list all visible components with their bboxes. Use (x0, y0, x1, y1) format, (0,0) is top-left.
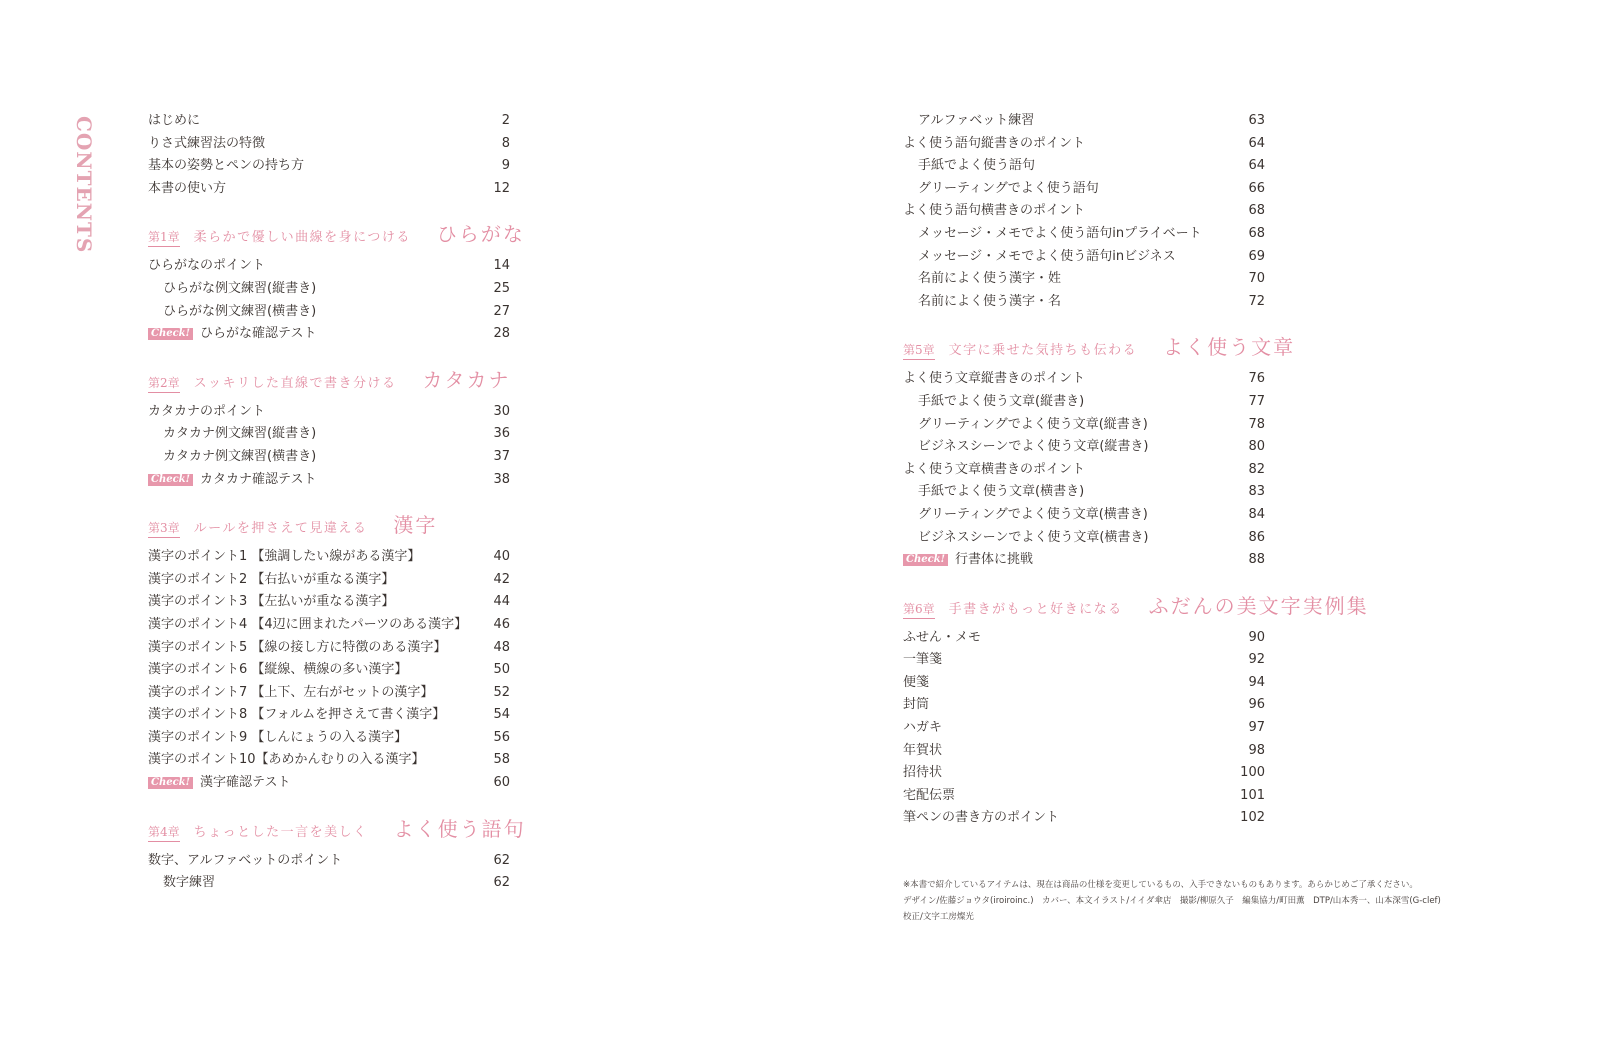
toc-entry-title: ひらがな例文練習(横書き) (163, 303, 317, 319)
toc-page-number: 82 (1248, 461, 1265, 477)
toc-entry[interactable] (148, 469, 516, 492)
toc-entry[interactable] (148, 727, 516, 750)
toc-entry-title-group (903, 717, 942, 740)
toc-entry-title: 漢字のポイント10【あめかんむりの入る漢字】 (148, 752, 425, 768)
toc-entry-title: 宅配伝票 (903, 787, 956, 803)
toc-entry[interactable] (903, 672, 1271, 695)
toc-page-number: 42 (493, 571, 510, 587)
toc-entry[interactable] (148, 255, 516, 278)
toc-entry[interactable] (148, 178, 516, 201)
toc-entry[interactable] (148, 772, 516, 795)
toc-entry[interactable] (148, 659, 516, 682)
toc-entry[interactable] (903, 291, 1271, 314)
toc-entry-title-group (148, 749, 425, 772)
toc-entry[interactable] (903, 717, 1271, 740)
toc-entry-title-group (903, 155, 1035, 178)
chapter-title: 漢字 (393, 513, 438, 538)
toc-entry-title-group (903, 459, 1085, 482)
toc-entry-title: カタカナ例文練習(横書き) (163, 448, 317, 464)
toc-entry-title-group (903, 200, 1085, 223)
toc-entry[interactable] (903, 740, 1271, 763)
toc-page-number: 56 (493, 729, 510, 745)
toc-entry[interactable] (903, 762, 1271, 785)
toc-page-number: 44 (493, 594, 510, 610)
chapter-title: ふだんの美文字実例集 (1148, 593, 1369, 618)
toc-page-number: 100 (1240, 765, 1265, 781)
toc-entry[interactable] (903, 694, 1271, 717)
toc-entry-title-group (903, 178, 1099, 201)
toc-entry-title: 漢字確認テスト (200, 775, 291, 791)
disclaimer: ※本書で紹介しているアイテムは、現在は商品の仕様を変更しているもの、入手できないものもあります。あらかじめご了承ください。 (903, 880, 1418, 890)
notes-block (903, 877, 1441, 925)
toc-entry[interactable] (903, 110, 1271, 133)
chapter-subtitle: 柔らかで優しい曲線を身につける (193, 230, 411, 246)
toc-page-number: 12 (493, 180, 510, 196)
toc-entry-title: 数字、アルファベットのポイント (148, 852, 343, 868)
chapter-subtitle: 手書きがもっと好きになる (948, 601, 1123, 617)
chapter-number: 第5章 (903, 341, 935, 360)
toc-entry[interactable] (903, 504, 1271, 527)
toc-entry-title: はじめに (148, 113, 201, 128)
toc-entry-title-group (903, 740, 942, 763)
toc-page-number: 68 (1248, 203, 1265, 219)
toc-entry-title: 漢字のポイント5 【線の接し方に特徴のある漢字】 (148, 639, 447, 655)
toc-entry-title-group (148, 850, 342, 873)
toc-entry-title-group (148, 872, 215, 895)
toc-page-number: 9 (501, 158, 510, 174)
toc-page-number: 50 (493, 662, 510, 678)
toc-entry[interactable] (148, 446, 516, 469)
toc-entry-title: カタカナのポイント (148, 403, 266, 419)
toc-entry-title: アルファベット練習 (918, 113, 1035, 128)
toc-entry-title-group (903, 368, 1085, 391)
contents-label: CONTENTS (72, 116, 96, 254)
toc-entry-title-group (903, 549, 1033, 572)
toc-entry[interactable] (148, 423, 516, 446)
toc-page-number: 30 (493, 403, 510, 419)
toc-entry-title-group (903, 672, 929, 695)
toc-entry-title-group (903, 391, 1084, 414)
toc-page-number: 54 (493, 707, 510, 723)
toc-entry[interactable] (148, 682, 516, 705)
chapter-number: 第3章 (148, 519, 180, 538)
toc-entry[interactable] (903, 785, 1271, 808)
toc-entry-title-group (148, 659, 407, 682)
toc-entry-title: 名前によく使う漢字・名 (918, 293, 1062, 309)
chapter-subtitle: スッキリした直線で書き分ける (193, 375, 397, 391)
toc-entry-title-group (903, 649, 942, 672)
toc-entry-title-group (148, 682, 433, 705)
toc-entry-title: 手紙でよく使う文章(縦書き) (918, 393, 1085, 409)
toc-entry[interactable] (903, 549, 1271, 572)
toc-page-number: 96 (1248, 697, 1265, 713)
toc-page-number: 98 (1248, 742, 1265, 758)
toc-entry[interactable] (903, 155, 1271, 178)
toc-entry[interactable] (148, 591, 516, 614)
toc-entry-title: 漢字のポイント2 【右払いが重なる漢字】 (148, 571, 395, 587)
toc-entry-title: 手紙でよく使う語句 (918, 158, 1036, 174)
toc-entry[interactable] (903, 246, 1271, 269)
toc-entry[interactable] (148, 704, 516, 727)
toc-entry-title-group (903, 504, 1148, 527)
toc-page-number: 78 (1248, 416, 1265, 432)
toc-page-number: 76 (1248, 371, 1265, 387)
toc-page-number: 102 (1240, 810, 1265, 826)
check-badge: Check! (903, 554, 948, 566)
check-badge: Check! (148, 474, 193, 486)
toc-entry-title: 一筆箋 (903, 652, 943, 668)
toc-entry[interactable] (903, 481, 1271, 504)
toc-entry[interactable] (148, 872, 516, 895)
toc-entry-title: 漢字のポイント6 【縦線、横線の多い漢字】 (148, 662, 408, 678)
chapter-heading[interactable] (903, 331, 1296, 360)
toc-entry-title: ひらがな確認テスト (200, 326, 317, 342)
toc-entry-title-group (148, 423, 316, 446)
toc-page-number: 64 (1248, 135, 1265, 151)
chapter-title: カタカナ (422, 367, 511, 392)
toc-page-number: 48 (493, 639, 510, 655)
toc-right-column (903, 110, 1369, 830)
toc-page-number: 88 (1248, 552, 1265, 568)
toc-entry-title: 年賀状 (903, 742, 943, 758)
toc-entry-title: よく使う語句横書きのポイント (903, 203, 1086, 219)
toc-entry[interactable] (903, 627, 1271, 650)
toc-entry-title-group (903, 762, 942, 785)
toc-entry-title: 基本の姿勢とペンの持ち方 (148, 158, 305, 174)
toc-entry-title-group (148, 178, 226, 201)
toc-entry-title: ひらがな例文練習(縦書き) (163, 280, 317, 296)
toc-entry[interactable] (903, 200, 1271, 223)
toc-entry-title: グリーティングでよく使う文章(縦書き) (918, 416, 1148, 432)
toc-entry-title-group (148, 255, 265, 278)
toc-page-number: 68 (1248, 225, 1265, 241)
toc-page-number: 86 (1248, 529, 1265, 545)
chapter-heading[interactable] (148, 813, 526, 842)
toc-entry[interactable] (148, 569, 516, 592)
toc-page-number: 46 (493, 616, 510, 632)
toc-page-number: 40 (493, 549, 510, 565)
toc-entry-title-group (148, 323, 316, 346)
toc-entry-title: 手紙でよく使う文章(横書き) (918, 484, 1085, 500)
chapter-heading[interactable] (148, 509, 516, 538)
toc-entry[interactable] (903, 436, 1271, 459)
toc-entry[interactable] (903, 223, 1271, 246)
toc-entry[interactable] (148, 278, 516, 301)
toc-entry-title-group (148, 133, 265, 156)
toc-entry-title: グリーティングでよく使う語句 (918, 180, 1099, 196)
toc-page-number: 80 (1248, 439, 1265, 455)
toc-page-number: 25 (493, 280, 510, 296)
toc-entry-title-group (903, 291, 1061, 314)
toc-entry-title-group (148, 772, 290, 795)
toc-entry-title-group (903, 246, 1176, 269)
toc-entry-title: メッセージ・メモでよく使う語句inビジネス (918, 248, 1176, 264)
toc-entry-title-group (903, 223, 1202, 246)
chapter-title: よく使う語句 (393, 816, 526, 841)
right-page (800, 0, 1600, 1042)
toc-entry-title-group (148, 155, 304, 178)
toc-entry-title-group (148, 446, 316, 469)
toc-entry-title-group (903, 133, 1085, 156)
toc-entry-title: ビジネスシーンでよく使う文章(横書き) (918, 529, 1149, 545)
toc-entry-title: よく使う文章横書きのポイント (903, 461, 1086, 477)
toc-entry-title: 便箋 (903, 674, 930, 690)
toc-page-number: 101 (1240, 787, 1265, 803)
toc-entry-title: 漢字のポイント1 【強調したい線がある漢字】 (148, 549, 421, 565)
toc-page-number: 38 (493, 471, 510, 487)
chapter-number: 第4章 (148, 823, 180, 842)
toc-entry-title: 漢字のポイント7 【上下、左右がセットの漢字】 (148, 684, 434, 700)
toc-entry-title: 行書体に挑戦 (955, 552, 1034, 568)
toc-entry[interactable] (903, 527, 1271, 550)
toc-entry-title-group (148, 469, 316, 492)
toc-entry[interactable] (903, 133, 1271, 156)
chapter-title: ひらがな (436, 222, 525, 247)
toc-entry-title-group (148, 637, 446, 660)
toc-page-number: 36 (493, 426, 510, 442)
toc-entry[interactable] (903, 268, 1271, 291)
toc-entry[interactable] (148, 749, 516, 772)
toc-entry[interactable] (148, 614, 516, 637)
toc-page-number: 52 (493, 684, 510, 700)
toc-entry-title: ハガキ (903, 720, 943, 736)
toc-page-number: 37 (493, 448, 510, 464)
toc-entry-title: ふせん・メモ (903, 629, 982, 645)
toc-page-number: 72 (1248, 293, 1265, 309)
toc-entry[interactable] (148, 850, 516, 873)
chapter-number: 第6章 (903, 600, 935, 619)
toc-entry-title-group (903, 436, 1149, 459)
toc-page-number: 83 (1248, 484, 1265, 500)
toc-entry-title-group (148, 704, 445, 727)
toc-entry-title: カタカナ確認テスト (200, 471, 317, 487)
chapter-subtitle: ルールを押さえて見違える (193, 521, 368, 537)
toc-page-number: 84 (1248, 506, 1265, 522)
toc-entry-title-group (148, 278, 316, 301)
toc-entry-title-group (148, 591, 394, 614)
toc-page-number: 27 (493, 303, 510, 319)
toc-entry[interactable] (148, 401, 516, 424)
toc-entry-title-group (148, 110, 200, 133)
toc-entry[interactable] (148, 637, 516, 660)
chapter-title: よく使う文章 (1163, 335, 1296, 360)
toc-entry[interactable] (148, 323, 516, 346)
toc-entry-title: 漢字のポイント8 【フォルムを押さえて書く漢字】 (148, 707, 446, 723)
toc-entry-title: 本書の使い方 (148, 180, 227, 196)
credits-line: デザイン/佐藤ジョウタ(iroiroinc.) カバー、本文イラスト/イイダ傘店 撮影/柳原久子 編集協力/町田薫 DTP/山本秀一、山本深雪(G-clef) (903, 896, 1441, 906)
toc-entry-title-group (148, 569, 394, 592)
toc-page-number: 58 (493, 752, 510, 768)
toc-entry-title-group (148, 401, 265, 424)
toc-page-number: 64 (1248, 158, 1265, 174)
toc-page-number: 69 (1248, 248, 1265, 264)
toc-entry-title-group (903, 694, 929, 717)
toc-entry-title-group (903, 110, 1034, 133)
toc-page-number: 14 (493, 258, 510, 274)
chapter-subtitle: ちょっとした一言を美しく (193, 824, 368, 840)
credits-line: 校正/文字工房燦光 (903, 912, 974, 922)
toc-entry[interactable] (148, 546, 516, 569)
toc-entry-title-group (903, 785, 955, 808)
chapter-heading[interactable] (148, 364, 516, 393)
toc-entry-title-group (903, 481, 1084, 504)
toc-entry-title: 筆ペンの書き方のポイント (903, 810, 1060, 826)
toc-entry-title: よく使う語句縦書きのポイント (903, 135, 1086, 151)
toc-page-number: 63 (1248, 113, 1265, 128)
toc-page-number: 28 (493, 326, 510, 342)
toc-entry-title: よく使う文章縦書きのポイント (903, 371, 1086, 387)
toc-entry[interactable] (903, 414, 1271, 437)
toc-entry-title: ビジネスシーンでよく使う文章(縦書き) (918, 439, 1149, 455)
toc-entry-title: 名前によく使う漢字・姓 (918, 271, 1062, 287)
chapter-subtitle: 文字に乗せた気持ちも伝わる (948, 343, 1138, 359)
chapter-heading[interactable] (148, 218, 525, 247)
check-badge: Check! (148, 328, 193, 340)
toc-entry[interactable] (148, 155, 516, 178)
chapter-number: 第2章 (148, 374, 180, 393)
toc-entry-title: グリーティングでよく使う文章(横書き) (918, 506, 1148, 522)
toc-page-number: 2 (501, 113, 510, 128)
toc-entry[interactable] (148, 301, 516, 324)
toc-page-number: 90 (1248, 629, 1265, 645)
toc-entry-title-group (903, 627, 981, 650)
toc-entry-title-group (903, 414, 1148, 437)
toc-page-number: 70 (1248, 271, 1265, 287)
toc-page-number: 77 (1248, 393, 1265, 409)
toc-entry-title: カタカナ例文練習(縦書き) (163, 426, 317, 442)
toc-page-number: 8 (501, 135, 510, 151)
toc-entry[interactable] (903, 391, 1271, 414)
toc-entry[interactable] (903, 649, 1271, 672)
toc-entry-title-group (903, 807, 1059, 830)
toc-page-number: 94 (1248, 674, 1265, 690)
toc-entry-title: 封筒 (903, 697, 930, 713)
toc-entry-title-group (148, 301, 316, 324)
toc-entry-title-group (903, 527, 1149, 550)
toc-entry-title-group (148, 614, 467, 637)
toc-entry-title: メッセージ・メモでよく使う語句inプライベート (918, 225, 1202, 241)
toc-entry-title: 漢字のポイント9 【しんにょうの入る漢字】 (148, 729, 408, 745)
toc-page-number: 62 (493, 852, 510, 868)
toc-page-number: 97 (1248, 720, 1265, 736)
check-badge: Check! (148, 777, 193, 789)
toc-entry[interactable] (903, 459, 1271, 482)
toc-entry-title: 数字練習 (163, 875, 216, 891)
toc-left-column (148, 110, 526, 895)
toc-entry-title-group (903, 268, 1061, 291)
toc-entry[interactable] (148, 133, 516, 156)
toc-page-number: 66 (1248, 180, 1265, 196)
chapter-heading[interactable] (903, 590, 1369, 619)
toc-page-number: 92 (1248, 652, 1265, 668)
toc-entry-title: 漢字のポイント4 【4辺に囲まれたパーツのある漢字】 (148, 616, 468, 632)
toc-entry-title: ひらがなのポイント (148, 258, 266, 274)
toc-entry[interactable] (903, 178, 1271, 201)
toc-entry-title: 漢字のポイント3 【左払いが重なる漢字】 (148, 594, 395, 610)
chapter-number: 第1章 (148, 228, 180, 247)
toc-entry[interactable] (903, 368, 1271, 391)
toc-entry[interactable] (148, 110, 516, 133)
toc-entry[interactable] (903, 807, 1271, 830)
toc-entry-title-group (148, 727, 407, 750)
toc-page-number: 60 (493, 775, 510, 791)
toc-entry-title: りさ式練習法の特徴 (148, 135, 266, 151)
toc-entry-title-group (148, 546, 420, 569)
toc-entry-title: 招待状 (903, 765, 943, 781)
toc-page-number: 62 (493, 875, 510, 891)
